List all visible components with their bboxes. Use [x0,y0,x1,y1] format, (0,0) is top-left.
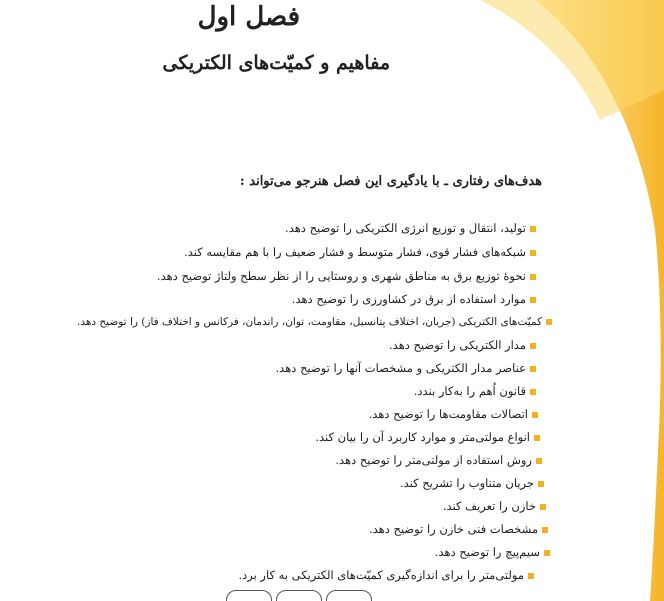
objective-item [389,335,536,355]
bullet-square-icon [530,226,536,232]
bullet-square-icon [546,319,552,325]
objective-text: مشخصات فنی خازن را توضیح دهد. [368,522,538,536]
bullet-square-icon [538,481,544,487]
objective-text: کمیّت‌های الکتریکی (جریان، اختلاف پتانسیل، مقاومت، توان، راندمان، فرکانس و اختلاف فاز) را توضیح دهد. [77,316,542,328]
tab-outline [276,590,322,601]
objective-item [369,404,538,424]
objective-item [276,358,536,378]
objective-text: تولید، انتقال و توزیع انرژی الکتریکی را توضیح دهد. [285,221,526,235]
objective-text: خازن را تعریف کند. [442,499,536,513]
objective-item [443,496,546,516]
bullet-square-icon [542,527,548,533]
objective-item [238,565,534,585]
objective-item [292,289,536,309]
tab-outline [226,590,272,601]
objective-item [414,381,536,401]
objective-text: نحوهٔ توزیع برق به مناطق شهری و روستایی را از نظر سطح ولتاژ توضیح دهد. [156,269,526,283]
bullet-square-icon [530,343,536,349]
objective-text: جریان متناوب را تشریح کند. [399,476,534,490]
bullet-square-icon [544,550,550,556]
objective-item [400,473,544,493]
objective-text: مدار الکتریکی را توضیح دهد. [389,338,526,352]
objective-text: شبکه‌های فشار قوی، فشار متوسط و فشار ضعیف را با هم مقایسه کند. [184,245,526,259]
objective-item [285,218,536,238]
objective-text: سیم‌پیچ را توضیح دهد. [434,545,540,559]
objective-text: روش استفاده از مولتی‌متر را توضیح دهد. [335,453,532,467]
objective-text: موارد استفاده از برق در کشاورزی را توضیح دهد. [291,292,526,306]
objective-item [369,519,548,539]
objective-item [157,266,536,286]
objective-item [315,427,540,447]
bullet-square-icon [530,389,536,395]
tab-outline [326,590,372,601]
objective-text: مولتی‌متر را برای اندازه‌گیری کمیّت‌های الکتریکی به کار برد. [238,568,524,582]
bullet-square-icon [530,297,536,303]
chapter-title: فصل اول [197,2,300,32]
objective-item [77,312,552,332]
bullet-square-icon [540,504,546,510]
objective-text: عناصر مدار الکتریکی و مشخصات آنها را توضیح دهد. [275,361,526,375]
bullet-square-icon [532,412,538,418]
bottom-tab-outlines [226,590,376,601]
chapter-subtitle: مفاهیم و کمیّت‌های الکتریکی [162,52,390,74]
bullet-square-icon [536,458,542,464]
bullet-square-icon [528,573,534,579]
objective-text: قانون اُهم را به‌کار بندد. [413,384,526,398]
bullet-square-icon [530,274,536,280]
objective-item [335,450,542,470]
bullet-square-icon [530,250,536,256]
bullet-square-icon [530,366,536,372]
objectives-intro: هدف‌های رفتاری ـ با یادگیری این فصل هنرجو می‌تواند : [239,174,542,189]
objective-text: اتصالات مقاومت‌ها را توضیح دهد. [368,407,528,421]
objective-text: انواع مولتی‌متر و موارد کاربرد آن را بیان کند. [315,430,530,444]
bullet-square-icon [534,435,540,441]
objective-item [435,542,550,562]
objective-item [184,242,536,262]
